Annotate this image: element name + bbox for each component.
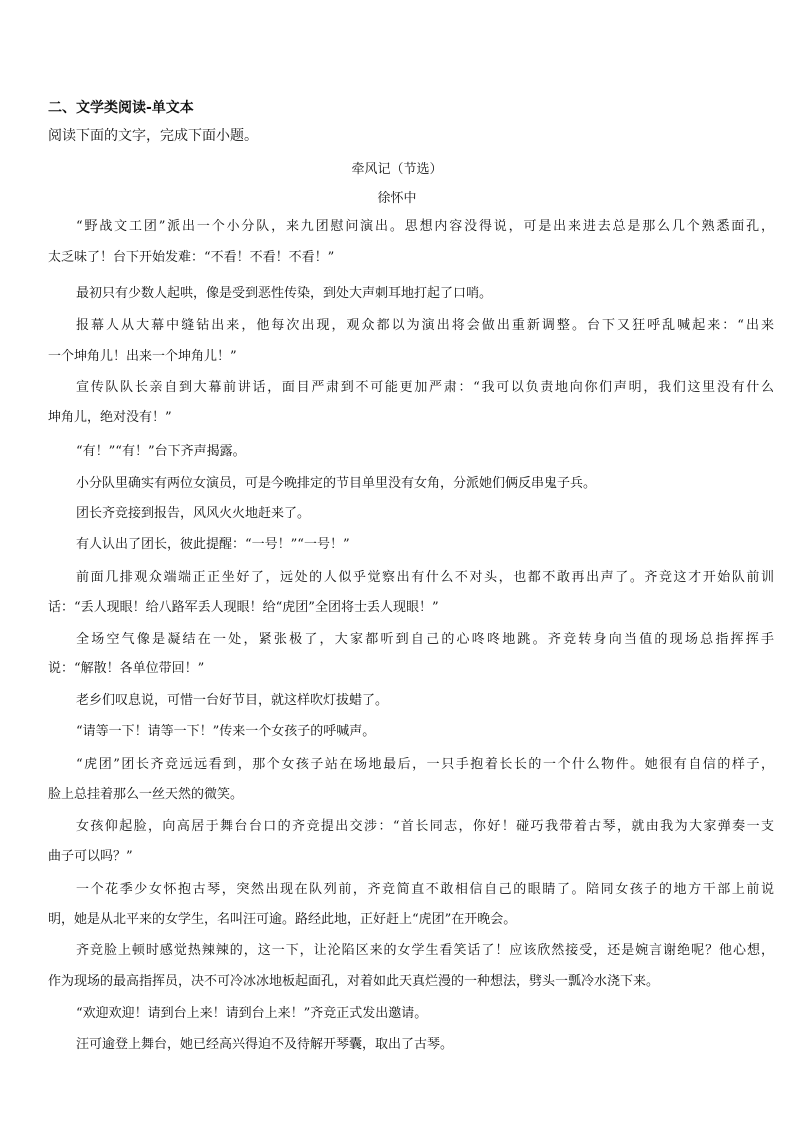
article-line: 小分队里确实有两位女演员，可是今晚排定的节目单里没有女角，分派她们俩反串鬼子兵。 [76, 476, 597, 491]
article-title: 牵风记（节选） [351, 162, 443, 177]
article-line: 一个花季少女怀抱古琴，突然出现在队列前，齐竞简直不敢相信自己的眼睛了。陪同女孩子的地方干部上前说 [76, 882, 774, 897]
article-line: 曲子可以吗？” [48, 849, 133, 864]
article-line: 明，她是从北平来的女学生，名叫汪可逾。路经此地，正好赶上“虎团”在开晚会。 [48, 912, 517, 927]
article-line: 话：“丢人现眼！给八路军丢人现眼！给“虎团”全团将士丢人现眼！” [48, 600, 439, 615]
article-line: 最初只有少数人起哄，像是受到恶性传染，到处大声刺耳地打起了口哨。 [76, 286, 493, 301]
article-line: 说：“解散！各单位带回！” [48, 661, 205, 676]
article-line: 汪可逾登上舞台，她已经高兴得迫不及待解开琴囊，取出了古琴。 [76, 1037, 454, 1052]
reading-instruction: 阅读下面的文字，完成下面小题。 [48, 128, 258, 144]
article-line: 坤角儿，绝对没有！” [48, 410, 172, 425]
article-line: 报幕人从大幕中缝钻出来，他每次出现，观众都以为演出将会做出重新调整。台下又狂呼乱喊起来：“出来 [76, 318, 774, 333]
article-line: 前面几排观众端端正正坐好了，远处的人似乎觉察出有什么不对头，也都不敢再出声了。齐竞这才开始队前训 [76, 570, 774, 585]
article-line: 女孩仰起脸，向高居于舞台台口的齐竞提出交涉：“首长同志，你好！碰巧我带着古琴，就由我为大家弹奏一支 [76, 819, 774, 834]
article-line: 一个坤角儿！出来一个坤角儿！” [48, 349, 237, 364]
article-line: 宣传队队长亲自到大幕前讲话，面目严肃到不可能更加严肃：“我可以负责地向你们声明，我们这里没有什么 [76, 380, 774, 395]
article-line: 老乡们叹息说，可惜一台好节目，就这样吹灯拔蜡了。 [76, 693, 389, 708]
article-line: “有！”“有！”台下齐声揭露。 [76, 444, 246, 459]
article-line: 齐竞脸上顿时感觉热辣辣的，这一下，让沦陷区来的女学生看笑话了！应该欣然接受，还是婉言谢绝呢？他心想， [76, 943, 774, 958]
article-line: “虎团”团长齐竞远远看到，那个女孩子站在场地最后，一只手抱着长长的一个什么物件。她很有自信的样子， [76, 757, 774, 772]
article-line: 太乏味了！台下开始发难：“不看！不看！不看！” [48, 250, 335, 265]
article-line: 作为现场的最高指挥员，决不可冷冰冰地板起面孔，对着如此天真烂漫的一种想法，劈头一瓢冷水浇下来。 [48, 974, 660, 989]
section-heading: 二、文学类阅读-单文本 [48, 100, 194, 116]
article-line: “野战文工团”派出一个小分队，来九团慰问演出。思想内容没得说，可是出来进去总是那么几个熟悉面孔， [76, 219, 774, 234]
article-author: 徐怀中 [377, 191, 417, 206]
article-line: 团长齐竞接到报告，风风火火地赶来了。 [76, 506, 311, 521]
article-line: 全场空气像是凝结在一处，紧张极了，大家都听到自己的心咚咚地跳。齐竞转身向当值的现场总指挥挥手 [76, 632, 774, 647]
article-line: “欢迎欢迎！请到台上来！请到台上来！”齐竞正式发出邀请。 [76, 1006, 428, 1021]
article-line: 脸上总挂着那么一丝天然的微笑。 [48, 787, 244, 802]
article-line: 有人认出了团长，彼此提醒：“一号！”“一号！” [76, 537, 350, 552]
article-line: “请等一下！请等一下！”传来一个女孩子的呼喊声。 [76, 724, 376, 739]
